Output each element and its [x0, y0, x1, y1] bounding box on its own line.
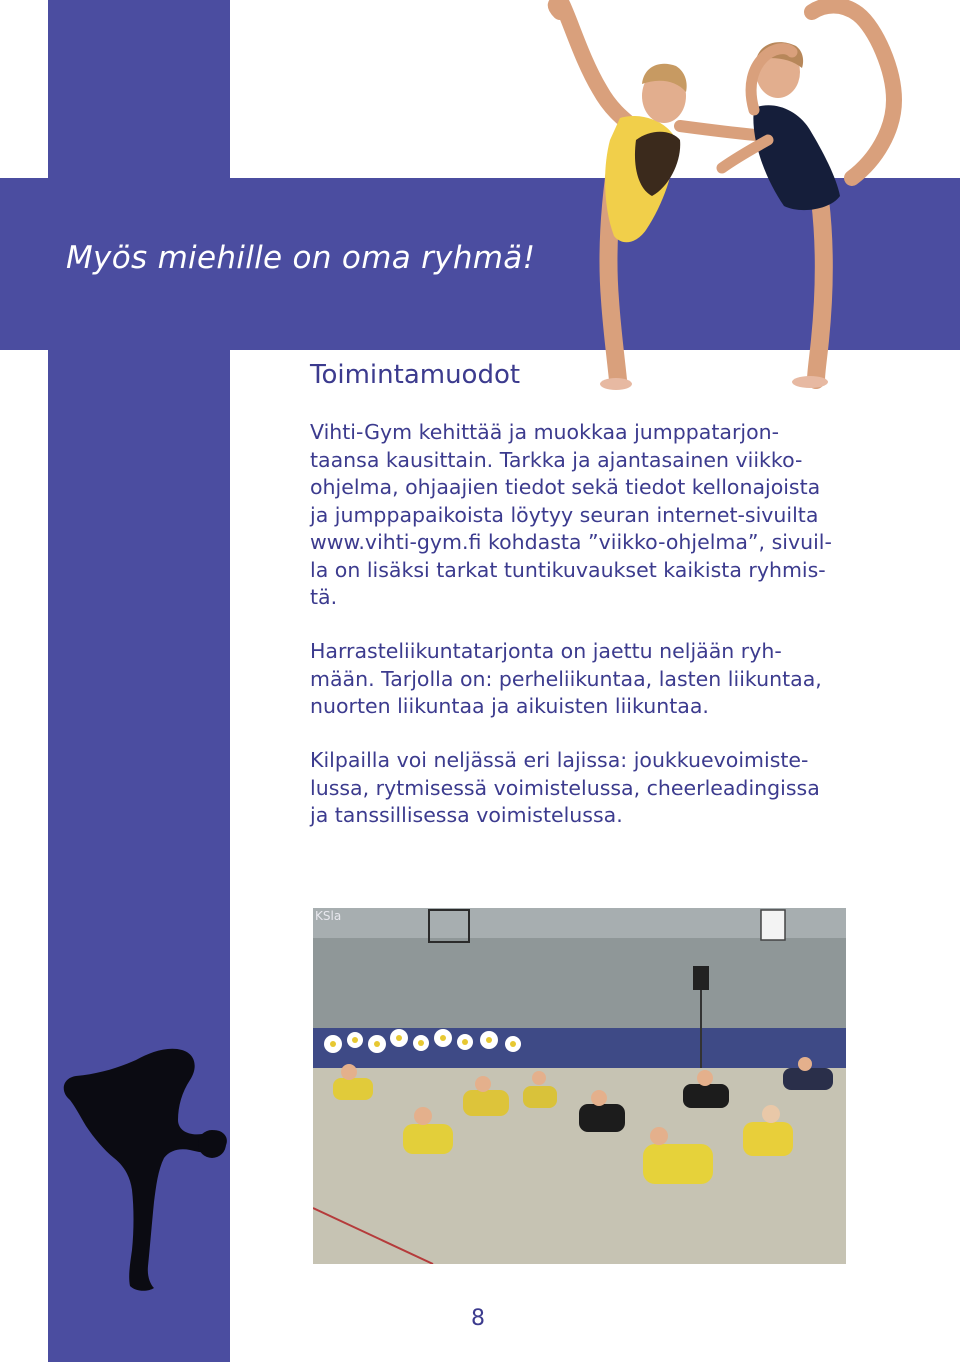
section-title: Toimintamuodot — [310, 360, 521, 390]
text-line: Harrasteliikuntatarjonta on jaettu neljään ryh- — [310, 639, 782, 663]
paragraph-groups — [310, 638, 822, 721]
text-line: la on lisäksi tarkat tuntikuvaukset kaikista ryhmis- — [310, 557, 826, 582]
text-line: taansa kausittain. Tarkka ja ajantasainen viikko- — [310, 447, 803, 472]
text-line: www.vihti-gym.fi kohdasta ”viikko-ohjelma”, sivuil- — [310, 530, 832, 554]
text-line: ohjelma, ohjaajien tiedot sekä tiedot kellonajoista — [310, 475, 821, 499]
text-line: mään. Tarjolla on: perheliikuntaa, lasten liikuntaa, — [310, 666, 822, 691]
text-line: ja jumppapaikoista löytyy seuran internet-sivuilta — [310, 502, 819, 527]
text-line: ja tanssillisessa voimistelussa. — [310, 803, 623, 827]
text-line: lussa, rytmisessä voimistelussa, cheerleadingissa — [310, 775, 820, 800]
paragraph-schedule — [310, 419, 832, 612]
wall-text: KSla — [315, 909, 342, 923]
paragraph-competition — [310, 747, 820, 830]
gym-hall-photo — [313, 908, 846, 1264]
page-number: 8 — [471, 1306, 485, 1331]
text-line: tä. — [310, 585, 338, 609]
text-line: Kilpailla voi neljässä eri lajissa: joukkuevoimiste- — [310, 748, 809, 772]
gymnast-navy — [722, 6, 894, 389]
text-line: Vihti-Gym kehittää ja muokkaa jumppatarjon- — [310, 420, 780, 444]
gymnast-silhouette-icon — [58, 1040, 230, 1300]
gymnast-yellow — [556, 3, 768, 390]
gymnasts-photo — [540, 0, 920, 395]
headline: Myös miehille on oma ryhmä! — [66, 240, 536, 276]
text-line: nuorten liikuntaa ja aikuisten liikuntaa. — [310, 694, 709, 718]
